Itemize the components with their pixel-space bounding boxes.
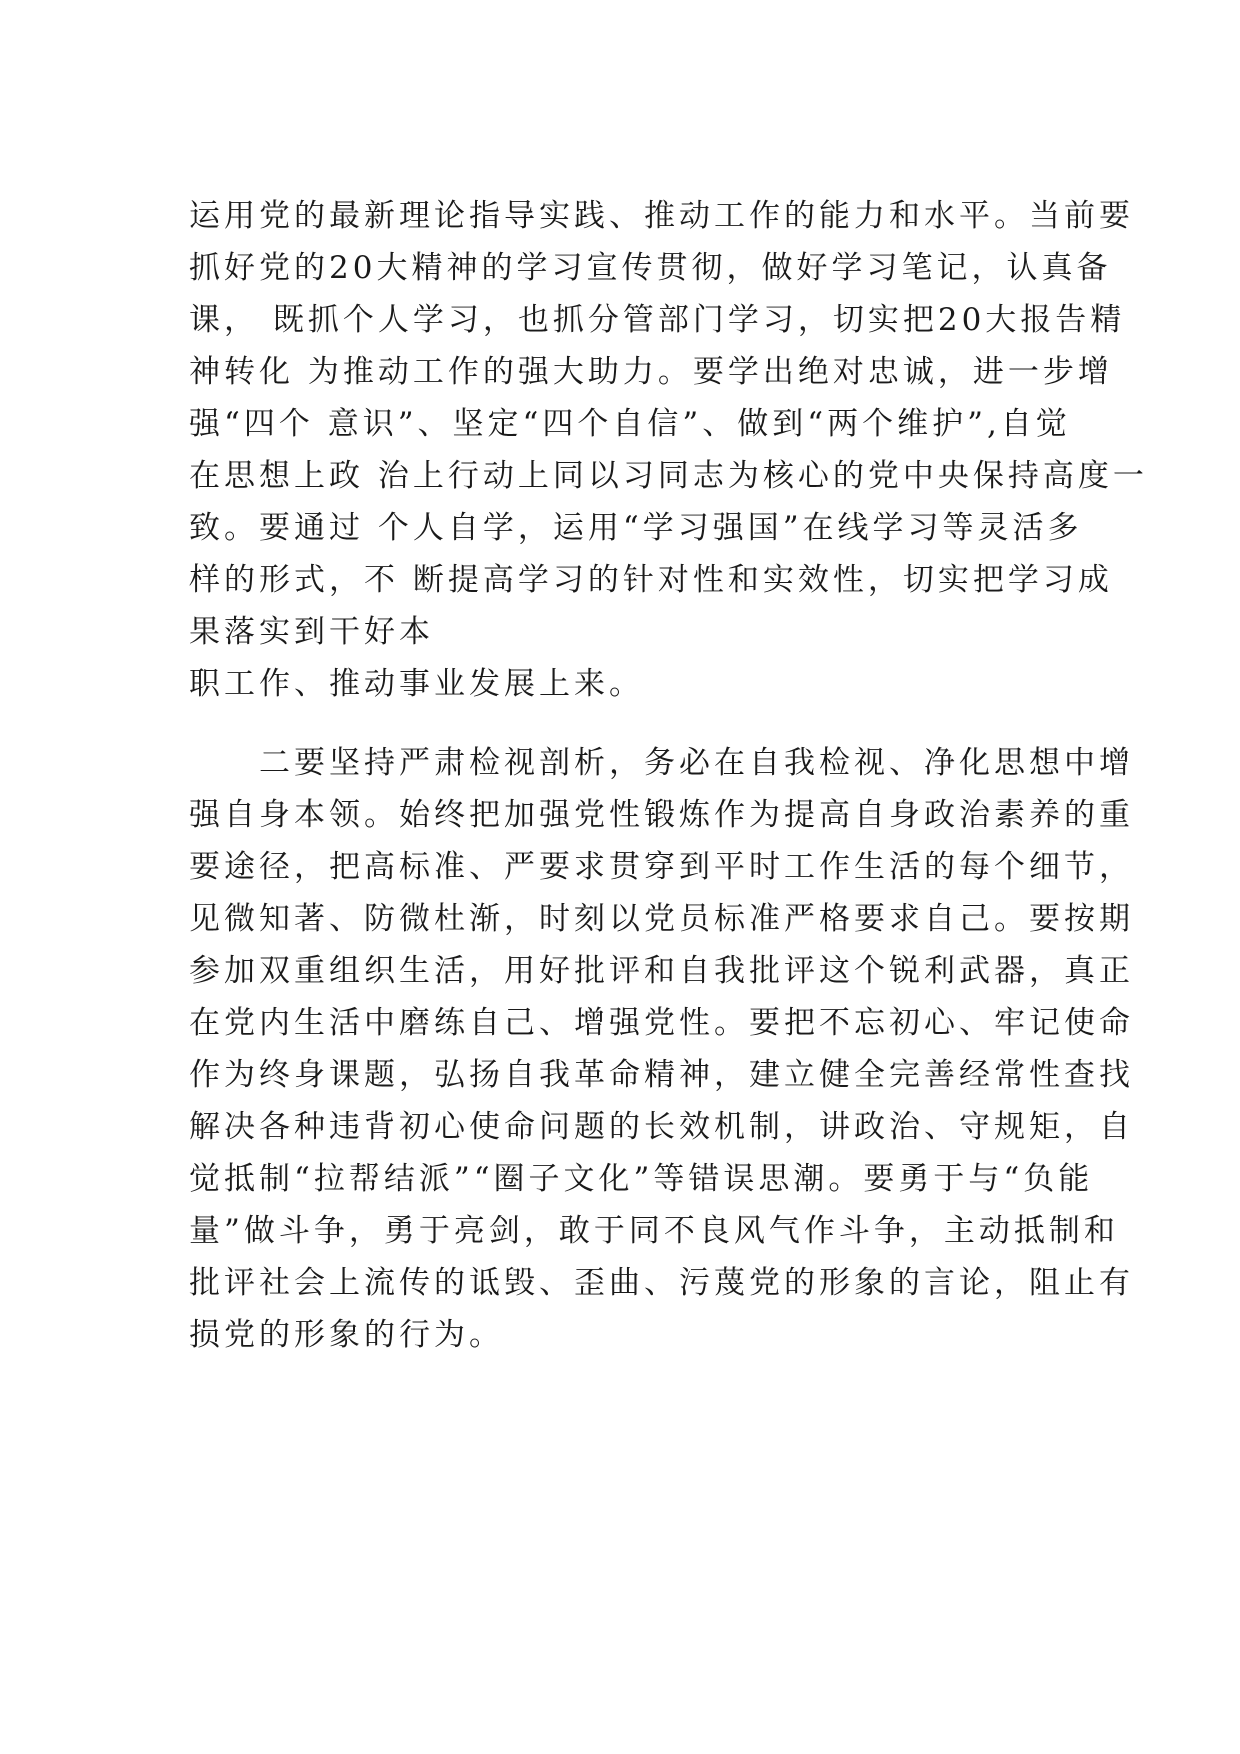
paragraph-line: 强自身本领。始终把加强党性锻炼作为提高自身政治素养的重: [189, 797, 1134, 833]
paragraph-line: 在党内生活中磨练自己、增强党性。要把不忘初心、牢记使命: [189, 1005, 1134, 1041]
paragraph-line: 二要坚持严肃检视剖析，务必在自我检视、净化思想中增: [189, 745, 1134, 781]
paragraph-line: 参加双重组织生活，用好批评和自我批评这个锐利武器，真正: [189, 953, 1134, 989]
paragraph-line: 见微知著、防微杜渐，时刻以党员标准严格要求自己。要按期: [189, 901, 1134, 937]
paragraph-line: 要途径，把高标准、严要求贯穿到平时工作生活的每个细节，: [189, 849, 1134, 885]
paragraph-line: 在思想上政 治上行动上同以习同志为核心的党中央保持高度一: [189, 458, 1148, 494]
paragraph-line: 果落实到干好本: [189, 614, 434, 650]
paragraph-line: 损党的形象的行为。: [189, 1317, 504, 1353]
paragraph-1: [189, 190, 1148, 710]
paragraph-line: 课， 既抓个人学习，也抓分管部门学习，切实把20大报告精: [189, 302, 1126, 338]
paragraph-line: 解决各种违背初心使命问题的长效机制，讲政治、守规矩，自: [189, 1109, 1134, 1145]
paragraph-line: 样的形式，不 断提高学习的针对性和实效性，切实把学习成: [189, 562, 1113, 598]
paragraph-line: 职工作、推动事业发展上来。: [189, 666, 644, 702]
paragraph-line: 作为终身课题，弘扬自我革命精神，建立健全完善经常性查找: [189, 1057, 1134, 1093]
paragraph-line: 致。要通过 个人自学，运用“学习强国”在线学习等灵活多: [189, 510, 1083, 546]
paragraph-2: [189, 737, 1134, 1361]
paragraph-line: 神转化 为推动工作的强大助力。要学出绝对忠诚，进一步增: [189, 354, 1113, 390]
paragraph-line: 批评社会上流传的诋毁、歪曲、污蔑党的形象的言论，阻止有: [189, 1265, 1134, 1301]
paragraph-line: 觉抵制“拉帮结派”“圈子文化”等错误思潮。要勇于与“负能: [189, 1161, 1094, 1197]
paragraph-line: 量”做斗争，勇于亮剑，敢于同不良风气作斗争，主动抵制和: [189, 1213, 1119, 1249]
paragraph-line: 运用党的最新理论指导实践、推动工作的能力和水平。当前要: [189, 198, 1134, 234]
paragraph-line: 抓好党的20大精神的学习宣传贯彻，做好学习笔记，认真备: [189, 250, 1112, 286]
paragraph-line: 强“四个 意识”、坚定“四个自信”、做到“两个维护”,自觉: [189, 406, 1071, 442]
